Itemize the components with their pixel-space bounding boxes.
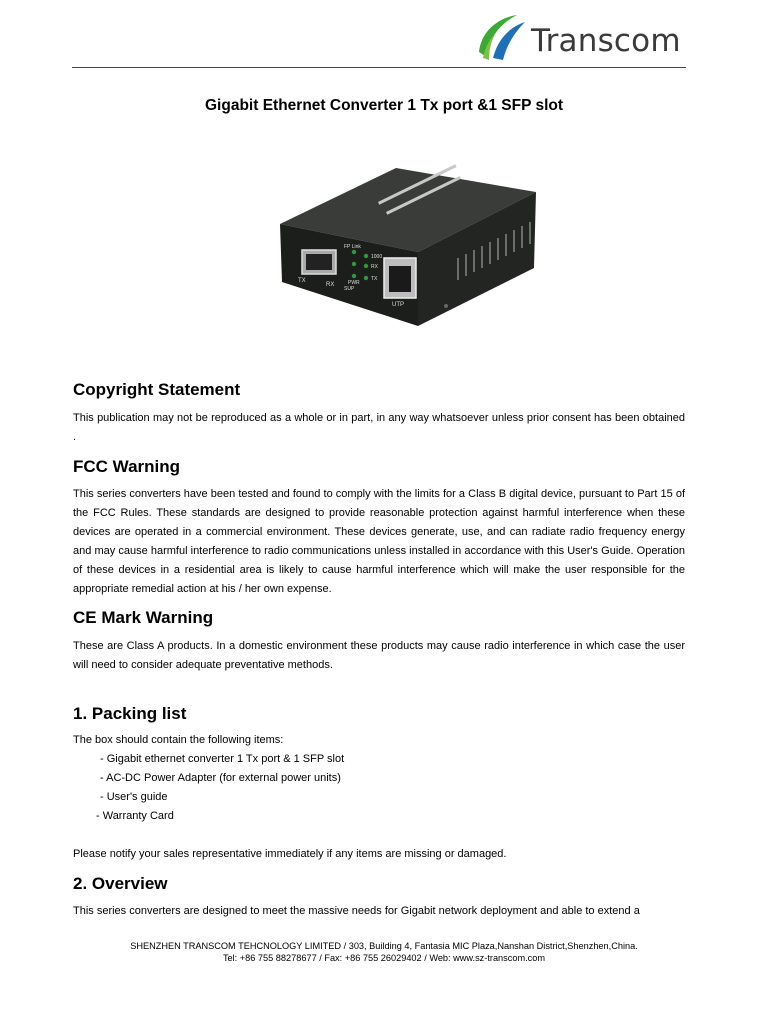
rx-label: RX [326, 282, 335, 288]
footer-address: SHENZHEN TRANSCOM TEHCNOLOGY LIMITED / 303, Building 4, Fantasia MIC Plaza,Nanshan District,Shenzhen,China. [130, 941, 638, 951]
ce-text: These are Class A products. In a domestic environment these products may cause radio interference in which case the user will need to consider adequate preventative methods. [73, 640, 685, 671]
utp-label: UTP [392, 302, 404, 308]
packing-intro: The box should contain the following items: [73, 734, 284, 746]
ce-heading: CE Mark Warning [73, 608, 214, 627]
list-item: - User's guide [100, 791, 168, 803]
header-divider [72, 67, 686, 68]
page-footer [0, 941, 768, 964]
brand-name: Transcom [531, 23, 681, 59]
fp-link-label: FP Link [344, 244, 361, 250]
fcc-text: This series converters have been tested and found to comply with the limits for a Class B digital device, pursuant to Part 15 of the FCC Rules. These standards are designed to provide reasonable protection against harmful interference when these devices are operated in a commercial environment. These devices generate, use, and can radiate radio frequency energy and may cause harmful interference to radio communications unless installed in accordance with this User's Guide. Operation of these devices in a residential area is likely to cause harmful interference which will make the user responsible for the appropriate remedial action at his / her own expense. [73, 488, 685, 595]
fcc-heading: FCC Warning [73, 457, 181, 476]
tx-label: TX [298, 278, 306, 284]
company-logo [473, 12, 688, 64]
overview-heading: 2. Overview [73, 874, 168, 893]
copyright-heading: Copyright Statement [73, 380, 241, 399]
footer-contact: Tel: +86 755 88278677 / Fax: +86 755 26029402 / Web: www.sz-transcom.com [222, 952, 546, 963]
list-item: - AC-DC Power Adapter (for external power units) [100, 772, 341, 784]
product-image [268, 132, 558, 360]
led-tx-label: TX [371, 276, 378, 282]
packing-heading: 1. Packing list [73, 704, 187, 723]
sup-label: SUP [344, 286, 355, 292]
overview-text: This series converters are designed to meet the massive needs for Gigabit network deployment and able to extend a [73, 905, 640, 917]
copyright-text: This publication may not be reproduced as a whole or in part, in any way whatsoever unless prior consent has been obtained . [73, 412, 685, 443]
logo-swoosh-icon [473, 12, 531, 64]
led-1000-label: 1000 [371, 254, 383, 260]
document-title: Gigabit Ethernet Converter 1 Tx port &1 SFP slot [205, 97, 563, 114]
pwr-label: PWR [348, 280, 360, 286]
packing-notice: Please notify your sales representative immediately if any items are missing or damaged. [73, 848, 507, 860]
list-item: - Gigabit ethernet converter 1 Tx port & 1 SFP slot [100, 753, 345, 765]
led-rx-label: RX [371, 264, 378, 270]
list-item: - Warranty Card [96, 810, 174, 822]
